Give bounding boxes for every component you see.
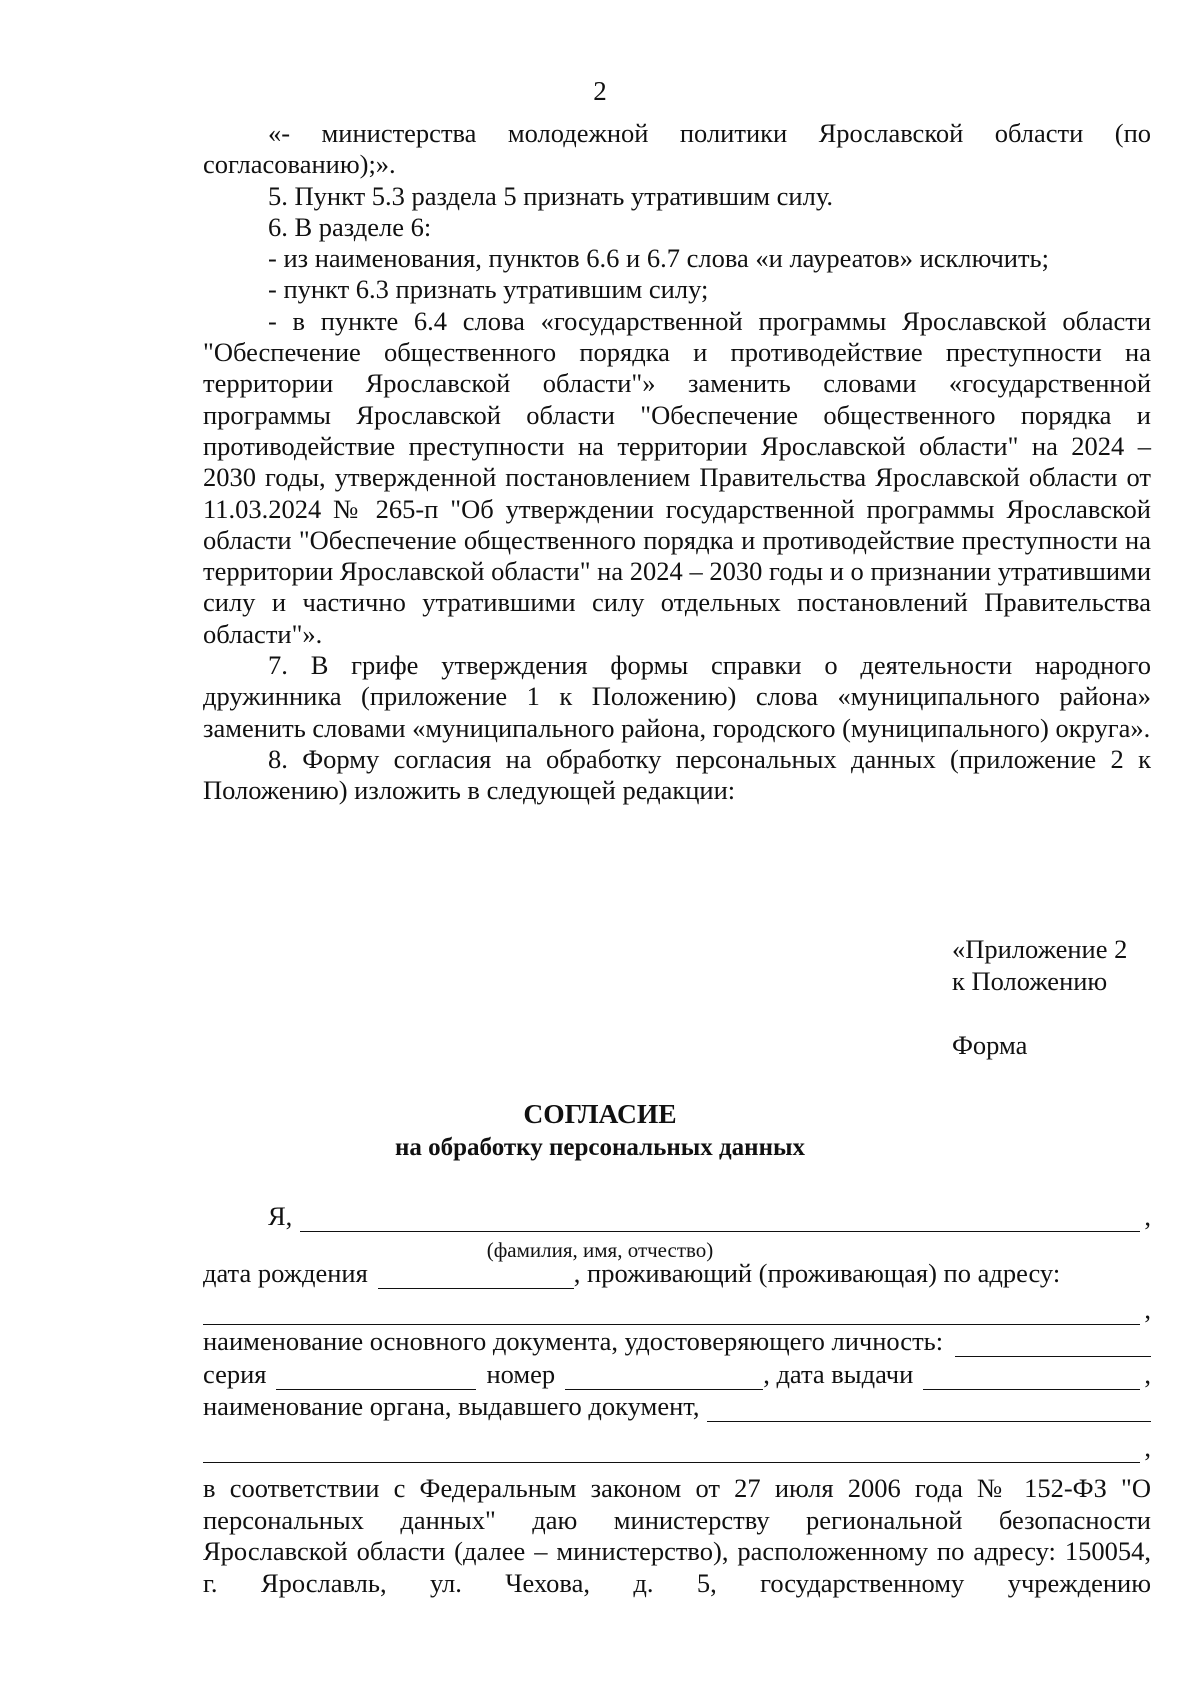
issuer-label: наименование органа, выдавшего документ,	[203, 1391, 700, 1421]
series-line	[203, 1358, 1151, 1390]
issuer-field[interactable]	[707, 1397, 1151, 1422]
issuer-line	[203, 1390, 1151, 1422]
issuer-continuation-line	[203, 1431, 1151, 1463]
fio-comma: ,	[1144, 1201, 1151, 1231]
document-label: наименование основного документа, удостоверяющего личность:	[203, 1326, 944, 1356]
appendix-line-1: «Приложение 2	[952, 934, 1128, 964]
number-field[interactable]	[565, 1365, 763, 1390]
issuer-comma: ,	[1144, 1432, 1151, 1462]
paragraph-item-5: 5. Пункт 5.3 раздела 5 признать утратившим силу.	[268, 180, 834, 211]
issue-date-field[interactable]	[923, 1365, 1140, 1390]
appendix-reference	[952, 933, 1127, 997]
document-field[interactable]	[955, 1332, 1151, 1357]
fio-caption: (фамилия, имя, отчество)	[486, 1238, 714, 1262]
birth-label: дата рождения	[203, 1258, 368, 1288]
paragraph-item-6: 6. В разделе 6:	[268, 211, 432, 242]
document-title: СОГЛАСИЕ	[523, 1098, 677, 1129]
address-line	[203, 1293, 1151, 1325]
consent-text-block	[203, 1473, 1151, 1599]
paragraph-6-4: - в пункте 6.4 слова «государственной программы Ярославской области "Обеспечение общественного порядка и противодействие преступности на территории Ярославской области"» заменить словами «государственной программы Ярославской области "Обеспечение общественного порядка и противодействие преступности на территории Ярославской области" на 2024 – 2030 годы, утвержденной постановлением Правительства Ярославской области от 11.03.2024 № 265-п "Об утверждении государственной программы Ярославской области "Обеспечение общественного порядка и противодействие преступности на территории Ярославской области" на 2024 – 2030 годы и о признании утратившими силу и частично утратившими силу отдельных постановлений Правительства области"».	[203, 305, 1151, 649]
birth-date-field[interactable]	[378, 1264, 574, 1289]
issuer-continuation-field[interactable]	[203, 1438, 1140, 1463]
document-subtitle: на обработку персональных данных	[395, 1134, 805, 1161]
fio-line	[203, 1200, 1151, 1232]
paragraph-item-7: 7. В грифе утверждения формы справки о деятельности народного дружинника (приложение 1 к Положению) слова «муниципального района» заменить словами «муниципального района, городского (муниципального) округа».	[203, 650, 1151, 743]
paragraph-6-laureates: - из наименования, пунктов 6.6 и 6.7 слова «и лауреатов» исключить;	[268, 243, 1049, 274]
ya-label: Я,	[268, 1201, 293, 1231]
page-number: 2	[593, 76, 607, 106]
consent-paragraph: в соответствии с Федеральным законом от 27 июля 2006 года № 152-ФЗ "О персональных данных" даю министерству региональной безопасности Ярославской области (далее – министерство), расположенному по адресу: 150054, г. Ярославль, ул. Чехова, д. 5, государственному учреждению	[203, 1473, 1151, 1598]
paragraph-item-8: 8. Форму согласия на обработку персональных данных (приложение 2 к Положению) изложить в следующей редакции:	[203, 743, 1151, 806]
number-label: номер	[486, 1359, 556, 1389]
series-field[interactable]	[276, 1365, 476, 1390]
form-label: Форма	[952, 1030, 1028, 1060]
series-label: серия	[203, 1359, 267, 1389]
fio-field[interactable]	[300, 1207, 1140, 1232]
issue-date-comma: ,	[1144, 1359, 1151, 1389]
paragraph-6-3: - пункт 6.3 признать утратившим силу;	[268, 274, 709, 305]
birth-line	[203, 1257, 1151, 1289]
residing-label: , проживающий (проживающая) по адресу:	[573, 1258, 1061, 1288]
document-line	[203, 1325, 1151, 1357]
address-field[interactable]	[203, 1300, 1140, 1325]
appendix-line-2: к Положению	[952, 966, 1108, 996]
amendments-body	[203, 118, 1151, 807]
issue-date-label: , дата выдачи	[763, 1359, 914, 1389]
paragraph-ministry: «- министерства молодежной политики Ярославской области (по согласованию);».	[203, 118, 1151, 180]
address-comma: ,	[1144, 1294, 1151, 1324]
